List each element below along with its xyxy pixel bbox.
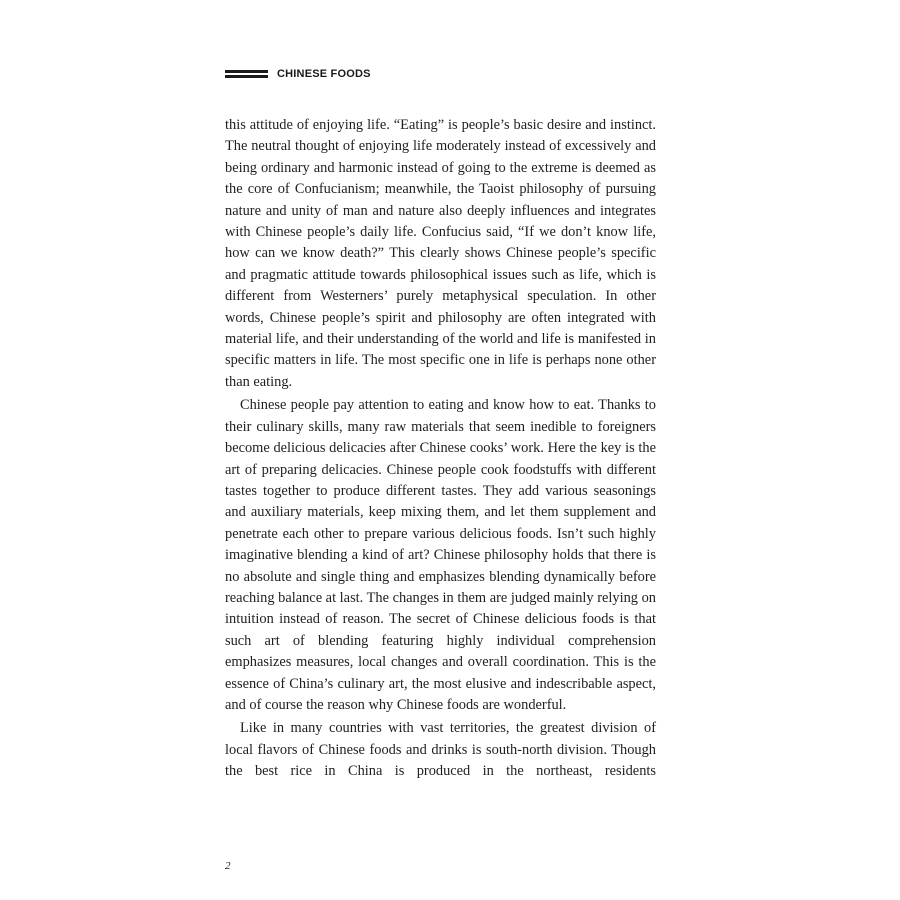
running-header (225, 66, 371, 82)
running-header-title: CHINESE FOODS (277, 68, 371, 80)
paragraph-2: Chinese people pay attention to eating and know how to eat. Thanks to their culinary skills, many raw materials that seem inedible to foreigners become delicious delicacies after Chinese cooks’ work. Here the key is the art of preparing delicacies. Chinese people cook foodstuffs with different tastes together to produce different tastes. They add various seasonings and auxiliary materials, keep mixing them, and let them supplement and penetrate each other to prepare various delicious foods. Isn’t such highly imaginative blending a kind of art? Chinese philosophy holds that there is no absolute and single thing and emphasizes blending dynamically before reaching balance at last. The changes in them are judged mainly relying on intuition instead of reason. The secret of Chinese delicious foods is that such art of blending featuring highly individual comprehension emphasizes measures, local changes and overall coordination. This is the essence of China’s culinary art, the most elusive and indescribable aspect, and of course the reason why Chinese foods are wonderful. (225, 397, 656, 713)
paragraph-1: this attitude of enjoying life. “Eating” is people’s basic desire and instinct. The neutral thought of enjoying life moderately instead of excessively and being ordinary and harmonic instead of going to the extreme is deemed as the core of Confucianism; meanwhile, the Taoist philosophy of pursuing nature and unity of man and nature also deeply influences and integrates with Chinese people’s daily life. Confucius said, “If we don’t know life, how can we know death?” This clearly shows Chinese people’s specific and pragmatic attitude towards philosophical issues such as life, which is different from Westerners’ purely metaphysical speculation. In other words, Chinese people’s spirit and philosophy are often integrated with material life, and their understanding of the world and life is manifested in specific matters in life. The most specific one in life is perhaps none other than eating. (225, 117, 656, 390)
page-number: 2 (225, 860, 231, 872)
paragraph-3: Like in many countries with vast territories, the greatest division of local flavors of Chinese foods and drinks is south-north division. Though the best rice in China is produced in the northeast, residents (225, 720, 656, 780)
body-text (225, 115, 656, 785)
header-double-rule (225, 70, 268, 78)
